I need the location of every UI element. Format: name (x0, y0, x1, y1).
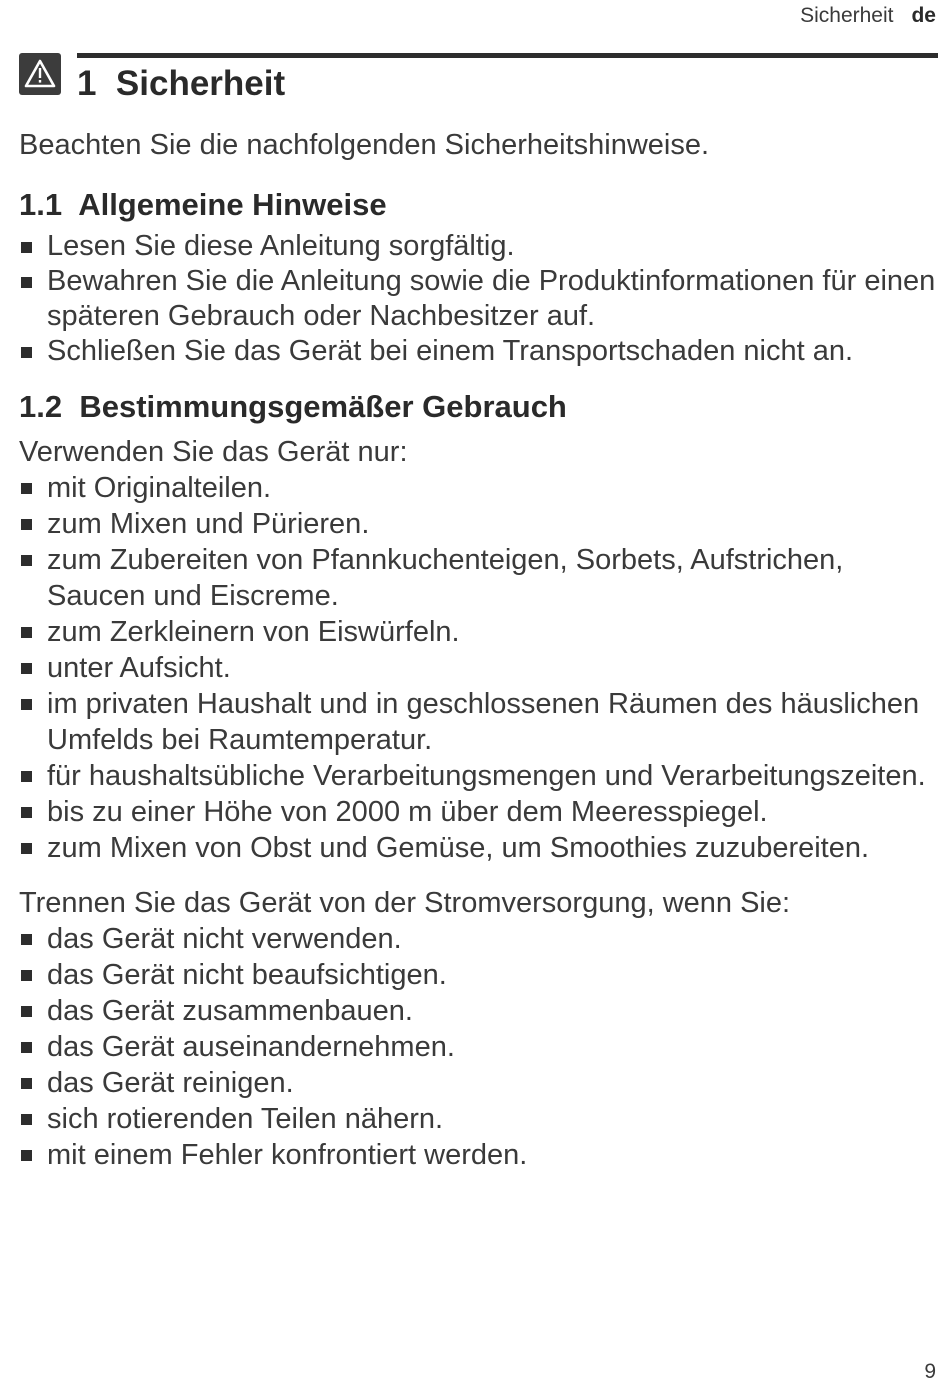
section-number: 1.1 (19, 187, 63, 222)
list-item (19, 830, 937, 866)
bullet-square-icon (21, 1042, 32, 1053)
list-item-text: für haushaltsübliche Verarbeitungsmengen und Verarbeitungszeiten. (47, 760, 926, 792)
list-item-text: zum Zubereiten von Pfannkuchenteigen, Sorbets, Aufstrichen, Saucen und Eiscreme. (47, 544, 844, 612)
bullet-square-icon (21, 663, 32, 674)
list-item-text: zum Mixen und Pürieren. (47, 508, 370, 540)
bullet-square-icon (21, 347, 32, 358)
header-section-title: Sicherheit (800, 4, 894, 27)
disconnect-lead: Trennen Sie das Gerät von der Stromversorgung, wenn Sie: (19, 887, 791, 919)
bullet-square-icon (21, 483, 32, 494)
bullet-square-icon (21, 555, 32, 566)
bullet-square-icon (21, 242, 32, 253)
chapter-heading (77, 64, 285, 104)
bullet-square-icon (21, 699, 32, 710)
bullet-square-icon (21, 843, 32, 854)
list-item (19, 650, 937, 686)
section-number: 1.2 (19, 389, 63, 424)
disconnect-list (19, 921, 937, 1173)
list-item (19, 1029, 937, 1065)
section-heading-1-1 (19, 185, 937, 225)
bullet-square-icon (21, 771, 32, 782)
bullet-square-icon (21, 970, 32, 981)
list-item (19, 921, 937, 957)
section-title: Allgemeine Hinweise (78, 187, 387, 222)
bullet-square-icon (21, 627, 32, 638)
general-notes-list (19, 229, 937, 369)
list-item (19, 1065, 937, 1101)
list-item-text: Lesen Sie diese Anleitung sorgfältig. (47, 230, 515, 262)
list-item-text: mit einem Fehler konfrontiert werden. (47, 1139, 528, 1171)
bullet-square-icon (21, 1114, 32, 1125)
list-item-text: das Gerät nicht beaufsichtigen. (47, 959, 447, 991)
list-item-text: zum Mixen von Obst und Gemüse, um Smoothies zuzubereiten. (47, 832, 870, 864)
list-item-text: bis zu einer Höhe von 2000 m über dem Meeresspiegel. (47, 796, 768, 828)
list-item (19, 229, 937, 264)
list-item (19, 794, 937, 830)
bullet-square-icon (21, 934, 32, 945)
list-item-text: im privaten Haushalt und in geschlossenen Räumen des häuslichen Umfelds bei Raumtemperatur. (47, 688, 920, 756)
list-item (19, 542, 937, 614)
list-item-text: Bewahren Sie die Anleitung sowie die Produktinformationen für einen späteren Gebrauch oder Nachbesitzer auf. (47, 265, 936, 332)
list-item (19, 506, 937, 542)
intended-use-list (19, 470, 937, 866)
list-item (19, 1137, 937, 1173)
list-item-text: das Gerät reinigen. (47, 1067, 294, 1099)
list-item (19, 957, 937, 993)
bullet-square-icon (21, 807, 32, 818)
bullet-square-icon (21, 1006, 32, 1017)
list-item (19, 470, 937, 506)
list-item-text: das Gerät nicht verwenden. (47, 923, 402, 955)
list-item-text: das Gerät zusammenbauen. (47, 995, 413, 1027)
list-item-text: unter Aufsicht. (47, 652, 231, 684)
list-item (19, 264, 937, 334)
intro-paragraph: Beachten Sie die nachfolgenden Sicherheitshinweise. (19, 129, 710, 161)
page-number: 9 (924, 1360, 936, 1383)
list-item-text: das Gerät auseinandernehmen. (47, 1031, 455, 1063)
section-title: Bestimmungsgemäßer Gebrauch (79, 389, 567, 424)
list-item (19, 758, 937, 794)
bullet-square-icon (21, 277, 32, 288)
bullet-square-icon (21, 1078, 32, 1089)
list-item-text: zum Zerkleinern von Eiswürfeln. (47, 616, 460, 648)
list-item (19, 993, 937, 1029)
intended-use-lead: Verwenden Sie das Gerät nur: (19, 436, 408, 468)
list-item-text: mit Originalteilen. (47, 472, 272, 504)
bullet-square-icon (21, 519, 32, 530)
list-item-text: Schließen Sie das Gerät bei einem Transportschaden nicht an. (47, 335, 854, 367)
page-content (19, 128, 937, 1173)
section-heading-1-2 (19, 387, 937, 427)
warning-triangle-icon (19, 53, 61, 95)
list-item-text: sich rotierenden Teilen nähern. (47, 1103, 444, 1135)
list-item (19, 1101, 937, 1137)
chapter-title: Sicherheit (115, 64, 286, 103)
bullet-square-icon (21, 1150, 32, 1161)
list-item (19, 614, 937, 650)
title-rule (77, 53, 938, 58)
list-item (19, 686, 937, 758)
header-language-code: de (911, 4, 936, 27)
chapter-number: 1 (77, 64, 97, 103)
running-header (800, 4, 936, 28)
list-item (19, 334, 937, 369)
